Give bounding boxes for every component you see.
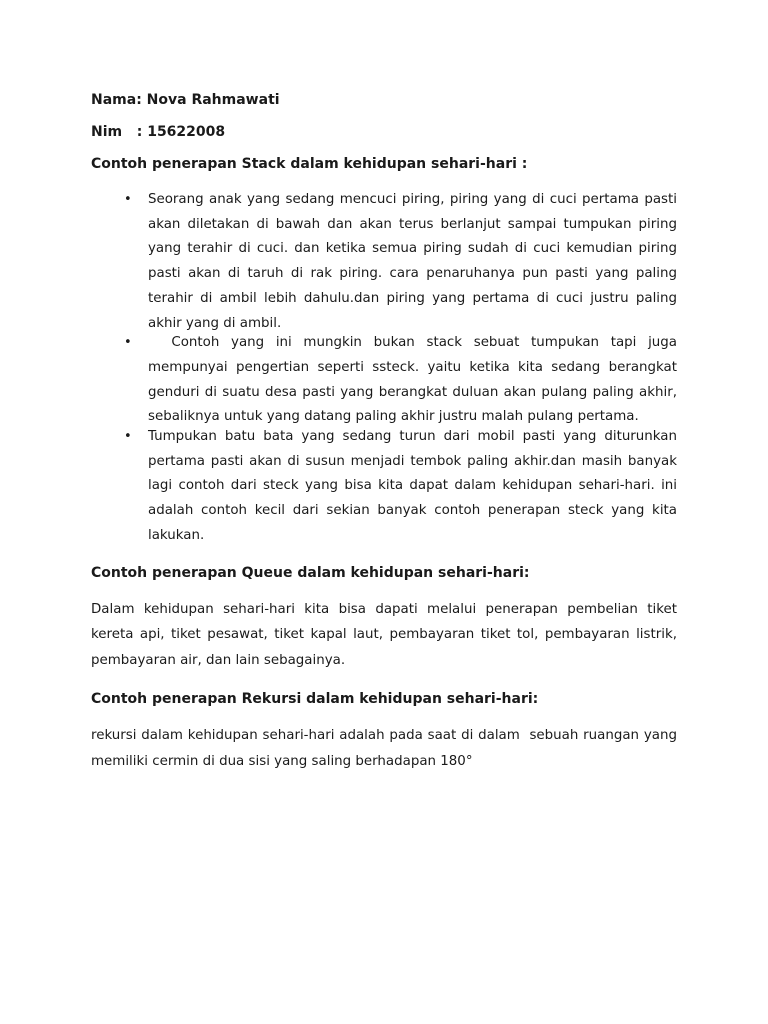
- student-name: Nama: Nova Rahmawati: [91, 92, 280, 108]
- list-item-text: Tumpukan batu bata yang sedang turun dari mobil pasti yang diturunkan pertama pasti akan di susun menjadi tembok paling akhir.dan masih banyak lagi contoh dari steck yang bisa kita dapat dalam kehidupan sehari-hari. ini adalah contoh kecil dari sekian banyak contoh penerapan steck yang kita lakukan.: [148, 429, 677, 543]
- list-item: [91, 331, 682, 430]
- recursion-heading: Contoh penerapan Rekursi dalam kehidupan sehari-hari:: [91, 691, 539, 708]
- list-item: [91, 188, 677, 336]
- bullet-icon: •: [124, 335, 132, 351]
- student-nim: Nim : 15622008: [91, 124, 226, 140]
- stack-examples-list: [91, 188, 682, 549]
- recursion-paragraph: rekursi dalam kehidupan sehari-hari adalah pada saat di dalam sebuah ruangan yang memiliki cermin di dua sisi yang saling berhadapan 180°: [91, 728, 682, 769]
- list-item-text: Seorang anak yang sedang mencuci piring, piring yang di cuci pertama pasti akan diletakan di bawah dan akan terus berlanjut sampai tumpukan piring yang terahir di cuci. dan ketika semua piring sudah di cuci kemudian piring pasti akan di taruh di rak piring. cara penaruhanya pun pasti yang paling terahir di ambil lebih dahulu.dan piring yang pertama di cuci justru paling akhir yang di ambil.: [148, 192, 677, 331]
- queue-paragraph: Dalam kehidupan sehari-hari kita bisa dapati melalui penerapan pembelian tiket kereta api, tiket pesawat, tiket kapal laut, pembayaran tiket tol, pembayaran listrik, pembayaran air, dan lain sebagainya.: [91, 601, 677, 668]
- document-page: [91, 90, 682, 790]
- list-item-text: Contoh yang ini mungkin bukan stack sebuat tumpukan tapi juga mempunyai pengertian seperti ssteck. yaitu ketika kita sedang berangkat genduri di suatu desa pasti yang berangkat duluan akan pulang paling akhir, sebaliknya untuk yang datang paling akhir justru malah pulang pertama.: [148, 335, 682, 425]
- bullet-icon: •: [124, 429, 132, 445]
- queue-heading: Contoh penerapan Queue dalam kehidupan sehari-hari:: [91, 564, 530, 581]
- bullet-icon: •: [124, 192, 132, 207]
- list-item: [91, 425, 677, 549]
- stack-heading: Contoh penerapan Stack dalam kehidupan sehari-hari :: [91, 156, 528, 172]
